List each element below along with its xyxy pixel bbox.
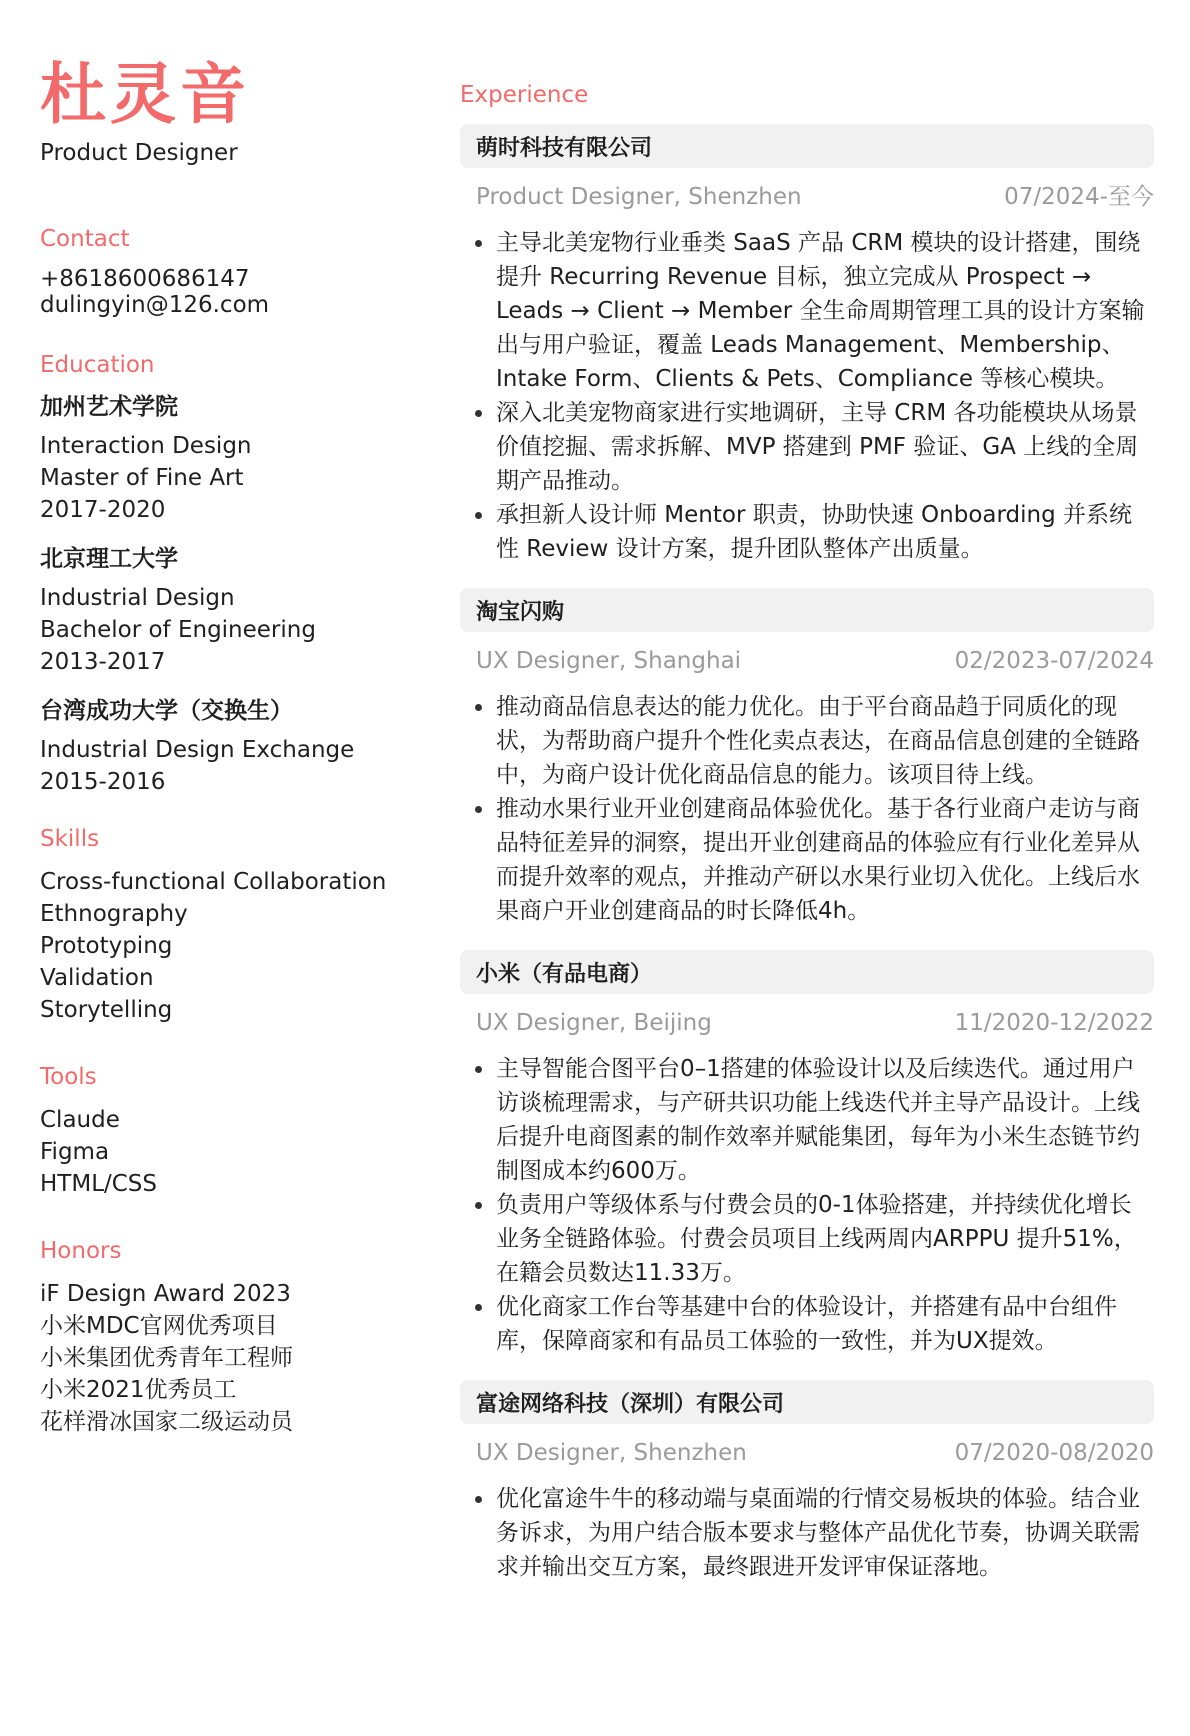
tool-item: Figma [40,1139,110,1165]
contact-heading: Contact [40,226,130,252]
contact-section [40,224,430,318]
bullet-item: 推动水果行业开业创建商品体验优化。基于各行业商户走访与商品特征差异的洞察，提出开业创建商品的体验应有行业化差异从而提升效率的观点，并推动产研以水果行业切入优化。上线后水果商户开业创建商品的时长降低4h。 [460,792,1154,928]
job-bullets [460,1482,1154,1584]
right-column [460,80,1154,1606]
tools-section [40,1062,430,1200]
email-address: dulingyin@126.com [40,292,270,318]
skill-item: Validation [40,965,154,991]
job-meta [460,646,1154,676]
job-period: 11/2020-12/2022 [954,1010,1154,1036]
bullet-item: 推动商品信息表达的能力优化。由于平台商品趋于同质化的现状，为帮助商户提升个性化卖点表达，在商品信息创建的全链路中，为商户设计优化商品信息的能力。该项目待上线。 [460,690,1154,792]
job-period: 07/2020-08/2020 [954,1440,1154,1466]
honor-item: iF Design Award 2023 [40,1281,291,1307]
years: 2017-2020 [40,497,166,523]
years: 2013-2017 [40,649,166,675]
honor-item: 花样滑冰国家二级运动员 [40,1409,293,1435]
honors-heading: Honors [40,1238,122,1264]
job-title: Product Designer [40,140,238,166]
job-period: 07/2024-至今 [1004,184,1154,210]
bullet-item: 负责用户等级体系与付费会员的0-1体验搭建，并持续优化增长业务全链路体验。付费会员项目上线两周内ARPPU 提升51%，在籍会员数达11.33万。 [460,1188,1154,1290]
honor-item: 小米MDC官网优秀项目 [40,1313,278,1339]
job-meta [460,1008,1154,1038]
job-role: Product Designer, Shenzhen [476,184,802,210]
skill-item: Prototyping [40,933,173,959]
tool-item: HTML/CSS [40,1171,158,1197]
skill-item: Storytelling [40,997,173,1023]
job-entry [460,950,1154,1358]
person-name: 杜灵音 [40,56,250,133]
education-heading: Education [40,352,155,378]
bullet-item: 承担新人设计师 Mentor 职责，协助快速 Onboarding 并系统性 Review 设计方案，提升团队整体产出质量。 [460,498,1154,566]
bullet-item: 深入北美宠物商家进行实地调研，主导 CRM 各功能模块从场景价值挖掘、需求拆解、MVP 搭建到 PMF 验证、GA 上线的全周期产品推动。 [460,396,1154,498]
skill-item: Cross-functional Collaboration [40,869,387,895]
major: Interaction Design [40,433,252,459]
bullet-item: 优化商家工作台等基建中台的体验设计，并搭建有品中台组件库，保障商家和有品员工体验的一致性，并为UX提效。 [460,1290,1154,1358]
phone-number: +8618600686147 [40,266,250,292]
skills-heading: Skills [40,826,100,852]
job-bullets [460,690,1154,928]
job-meta [460,1438,1154,1468]
company-name: 富途网络科技（深圳）有限公司 [460,1380,1154,1424]
job-entry [460,124,1154,566]
company-name: 小米（有品电商） [460,950,1154,994]
job-period: 02/2023-07/2024 [954,648,1154,674]
job-role: UX Designer, Beijing [476,1010,712,1036]
job-bullets [460,226,1154,566]
education-item [40,544,430,678]
honor-item: 小米集团优秀青年工程师 [40,1345,293,1371]
major: Industrial Design [40,585,235,611]
job-entry [460,588,1154,928]
bullet-item: 主导北美宠物行业垂类 SaaS 产品 CRM 模块的设计搭建，围绕提升 Recurring Revenue 目标，独立完成从 Prospect → Leads → Client → Member 全生命周期管理工具的设计方案输出与用户验证，覆盖 Leads Management、Membership、Intake Form、Clients & Pets、Compliance 等核心模块。 [460,226,1154,396]
degree: Bachelor of Engineering [40,617,316,643]
job-bullets [460,1052,1154,1358]
tool-item: Claude [40,1107,120,1133]
skill-item: Ethnography [40,901,188,927]
degree: Master of Fine Art [40,465,244,491]
school-name: 台湾成功大学（交换生） [40,698,293,724]
skills-section [40,824,430,1026]
honors-section [40,1236,430,1438]
job-role: UX Designer, Shanghai [476,648,742,674]
school-name: 北京理工大学 [40,546,178,572]
education-item [40,392,430,526]
left-column [40,58,430,1438]
bullet-item: 优化富途牛牛的移动端与桌面端的行情交易板块的体验。结合业务诉求，为用户结合版本要求与整体产品优化节奏，协调关联需求并输出交互方案，最终跟进开发评审保证落地。 [460,1482,1154,1584]
company-name: 萌时科技有限公司 [460,124,1154,168]
education-section [40,350,430,798]
education-item [40,696,430,798]
major: Industrial Design Exchange [40,737,355,763]
job-entry [460,1380,1154,1584]
bullet-item: 主导智能合图平台0–1搭建的体验设计以及后续迭代。通过用户访谈梳理需求，与产研共识功能上线迭代并主导产品设计。上线后提升电商图素的制作效率并赋能集团，每年为小米生态链节约制图成本约600万。 [460,1052,1154,1188]
job-role: UX Designer, Shenzhen [476,1440,747,1466]
job-meta [460,182,1154,212]
school-name: 加州艺术学院 [40,394,178,420]
company-name: 淘宝闪购 [460,588,1154,632]
tools-heading: Tools [40,1064,97,1090]
years: 2015-2016 [40,769,166,795]
honor-item: 小米2021优秀员工 [40,1377,237,1403]
experience-heading: Experience [460,82,589,108]
